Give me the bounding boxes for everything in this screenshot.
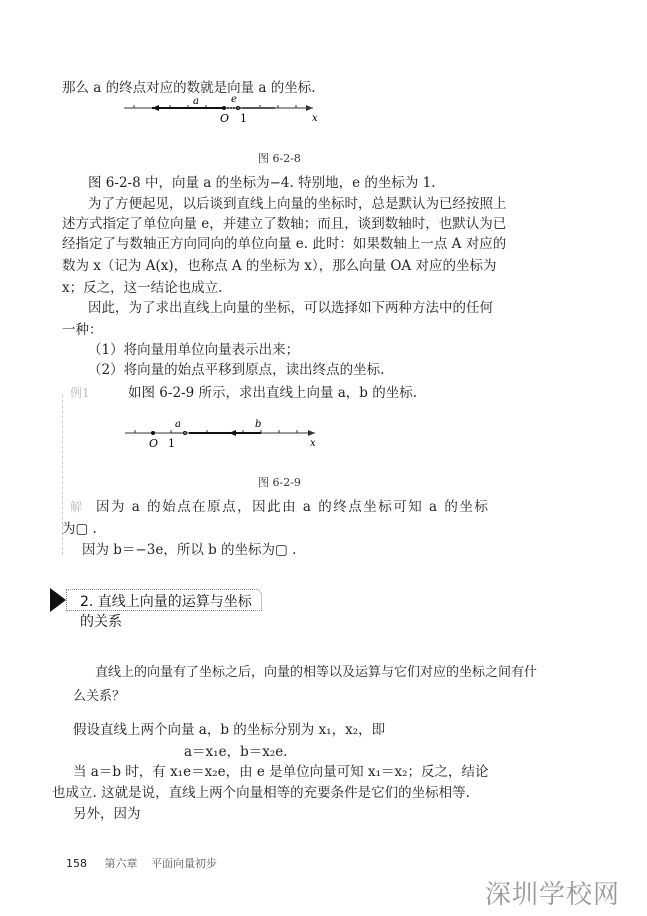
section-title: 2. 直线上向量的运算与坐标的关系 [80, 594, 252, 630]
text-line: 图 6-2-8 中，向量 a 的坐标为−4. 特别地，e 的坐标为 1. [88, 175, 436, 191]
solution-text: 因为 a 的始点在原点，因此由 a 的终点坐标可知 a 的坐标 [96, 499, 490, 515]
question-text: 么关系？ [73, 689, 126, 704]
solution-text: 因为 b＝−3e，所以 b 的坐标为▢ . [82, 542, 297, 558]
label-e: e [231, 94, 237, 105]
text-line: 假设直线上两个向量 a，b 的坐标分别为 x₁，x₂，即 [73, 722, 386, 738]
text-line: 当 a＝b 时，有 x₁e＝x₂e，由 e 是单位向量可知 x₁＝x₂；反之，结论 [73, 764, 489, 780]
example-label: 例1 [70, 386, 90, 400]
text-line: x；反之，这一结论也成立. [62, 280, 223, 296]
text-line: 也成立. 这就是说，直线上两个向量相等的充要条件是它们的坐标相等. [52, 785, 470, 801]
example-text: 如图 6-2-9 所示，求出直线上向量 a，b 的坐标. [128, 385, 418, 401]
list-item: （2）将向量的始点平移到原点，读出终点的坐标. [88, 362, 385, 378]
figure-6-2-8-number-line [0, 90, 647, 130]
figure-caption: 图 6-2-8 [258, 152, 301, 165]
text-line: 为了方便起见，以后谈到直线上向量的坐标时，总是默认为已经按照上 [88, 196, 507, 212]
list-item: （1）将向量用单位向量表示出来； [88, 342, 300, 358]
chapter-title: 平面向量初步 [151, 857, 217, 870]
text-line: 因此，为了求出直线上向量的坐标，可以选择如下两种方法中的任何 [88, 300, 493, 316]
label-a: a [193, 96, 199, 107]
text-line: 经指定了与数轴正方向同向的单位向量 e. 此时：如果数轴上一点 A 对应的 [62, 236, 507, 252]
question-text: 直线上的向量有了坐标之后，向量的相等以及运算与它们对应的坐标之间有什 [95, 665, 538, 680]
watermark: 深圳学校网 [485, 880, 621, 910]
text-line: 一种： [62, 322, 103, 338]
label-b: b [255, 419, 262, 430]
chapter-label: 第六章 [104, 857, 138, 870]
label-one: 1 [168, 437, 175, 450]
page-number: 158 [66, 857, 87, 870]
text-line: 那么 a 的终点对应的数就是向量 a 的坐标. [62, 80, 316, 96]
solution-text: 为▢ . [62, 521, 97, 537]
text-line: 另外，因为 [73, 806, 141, 822]
label-x: x [312, 113, 318, 124]
label-a: a [175, 419, 181, 430]
formula: a＝x₁e，b＝x₂e. [184, 744, 288, 760]
label-x: x [310, 438, 316, 449]
triangle-marker-icon [50, 588, 66, 612]
section-heading [50, 588, 262, 630]
page-footer [66, 855, 217, 871]
text-line: 数为 x（记为 A(x)，也称点 A 的坐标为 x），那么向量 OA 对应的坐标为 [62, 258, 497, 274]
text-line: 述方式指定了单位向量 e，并建立了数轴；而且，谈到数轴时，也默认为已 [62, 216, 507, 232]
figure-caption: 图 6-2-9 [258, 476, 301, 489]
figure-6-2-9-number-line [0, 415, 647, 455]
solution-label: 解 [70, 500, 83, 514]
label-one: 1 [240, 112, 247, 125]
label-origin: O [220, 112, 230, 125]
label-origin: O [149, 437, 159, 450]
